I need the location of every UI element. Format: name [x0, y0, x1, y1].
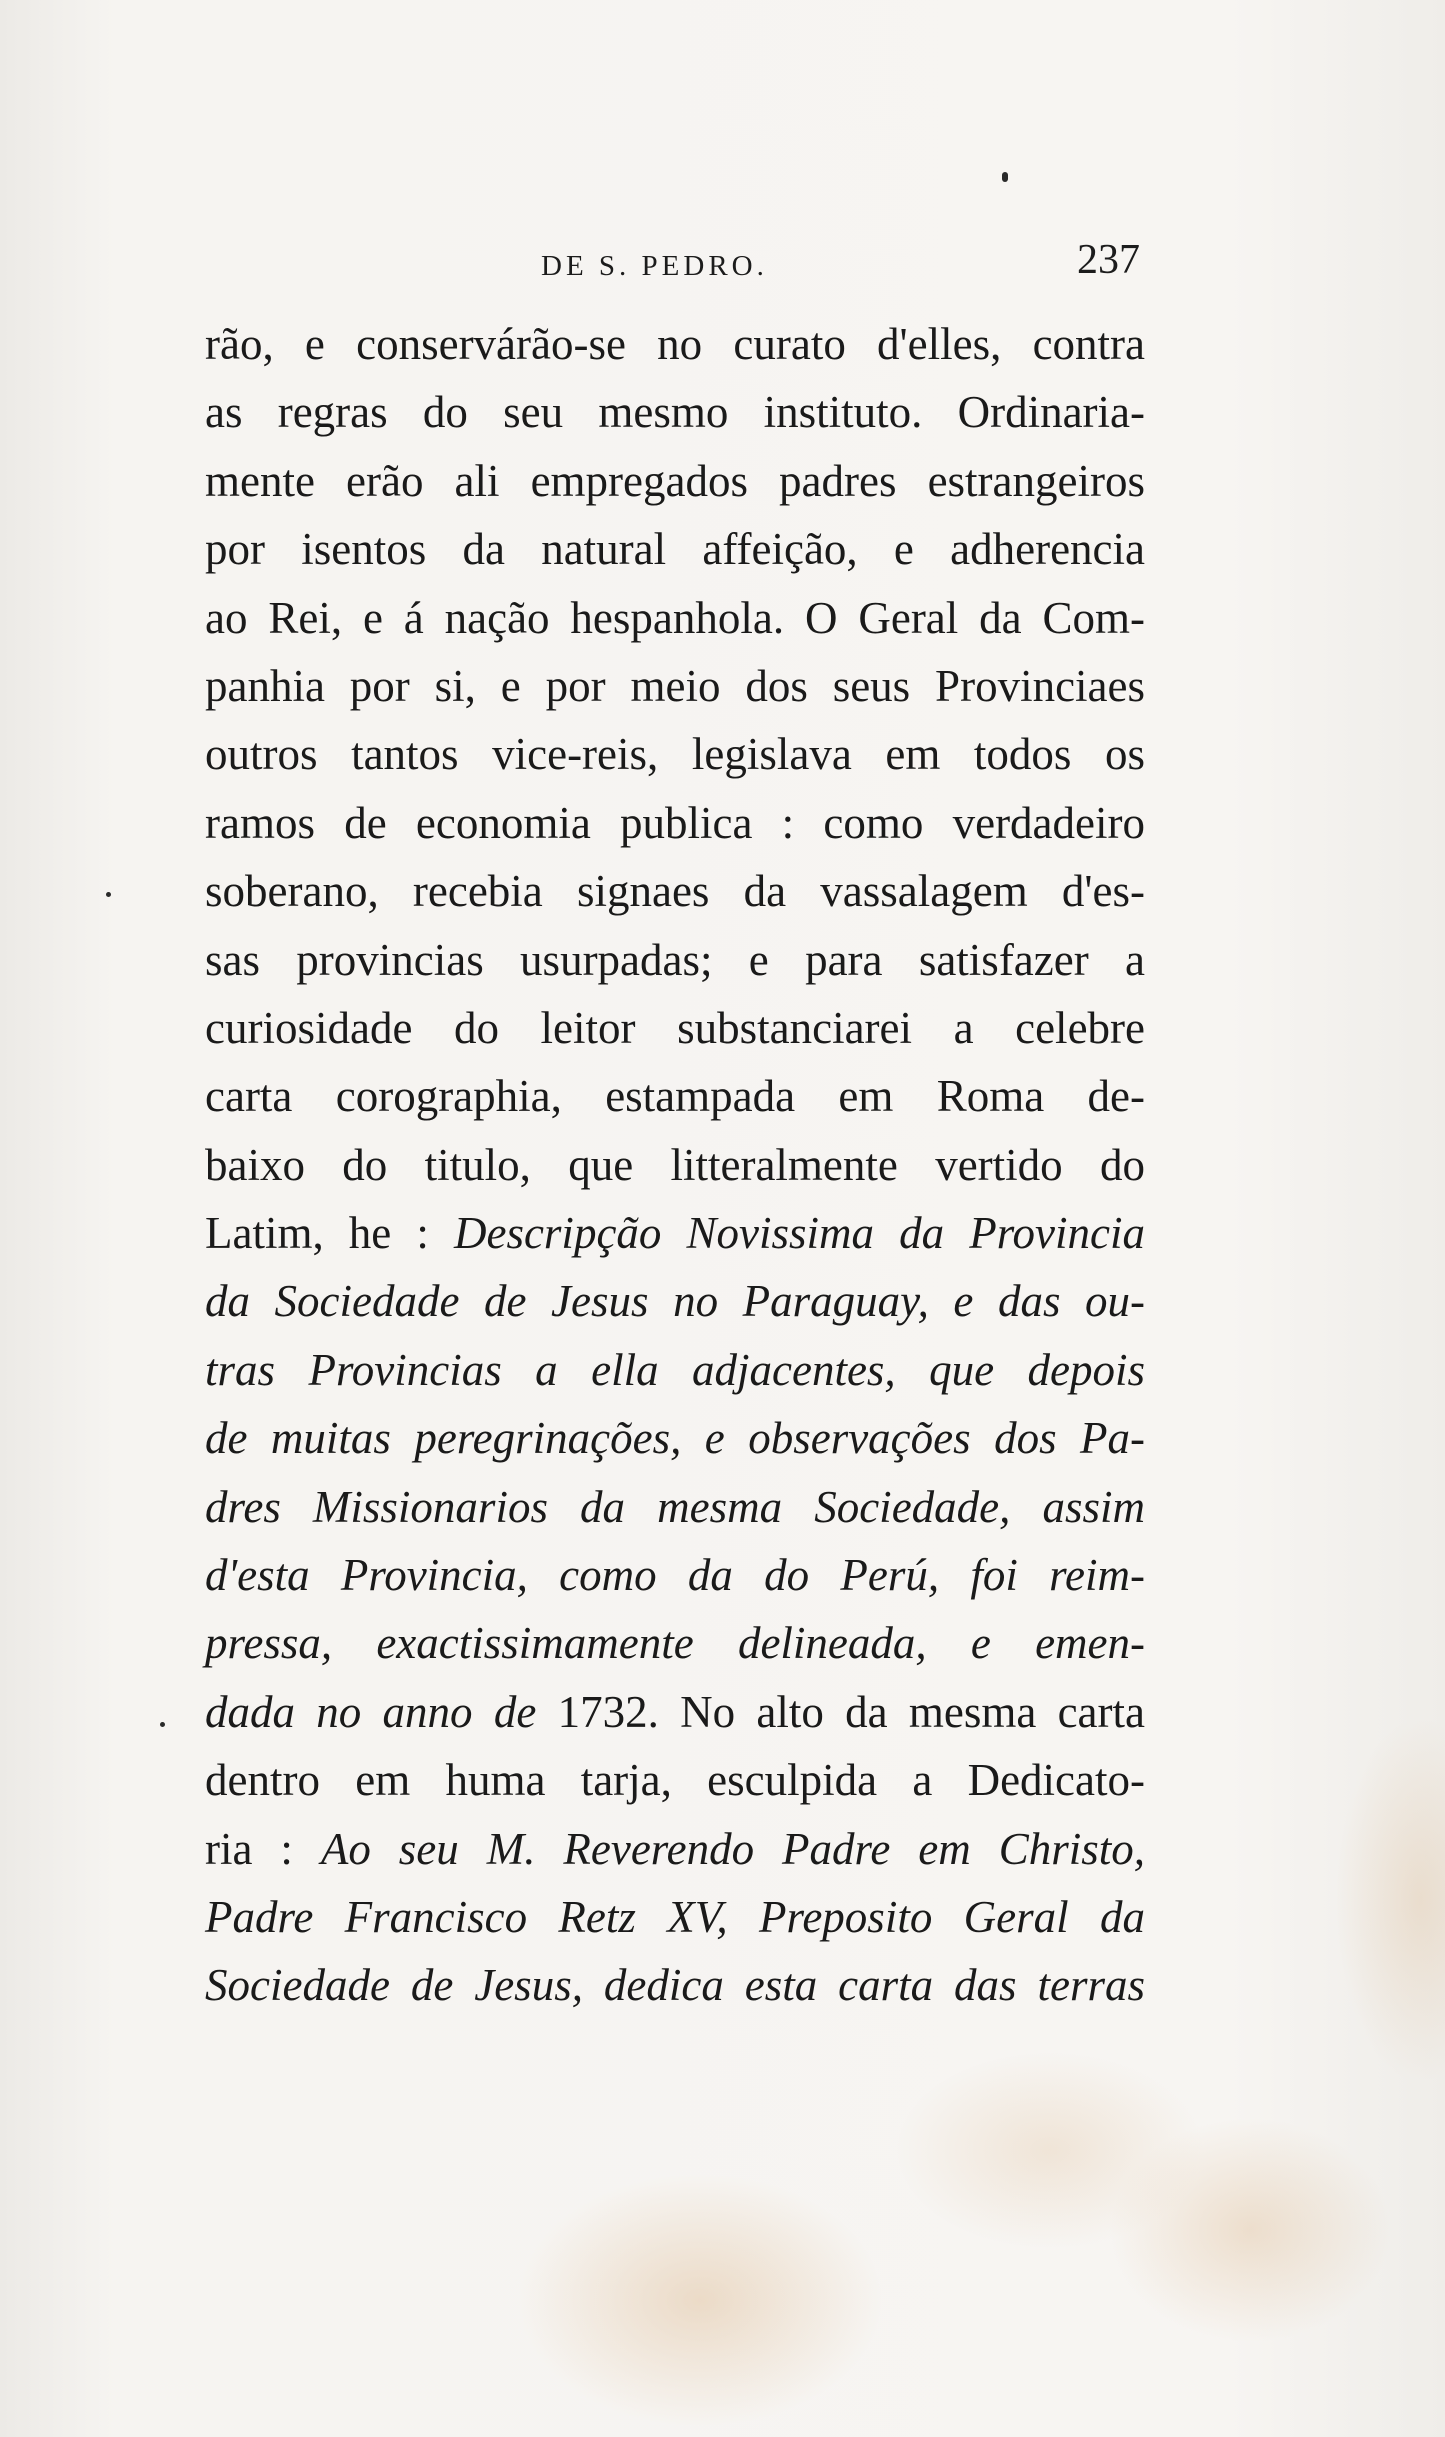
text-line: carta corographia, estampada em Roma de- — [205, 1071, 1145, 1122]
text-line: curiosidade do leitor substanciarei a celebre — [205, 1002, 1145, 1053]
ink-speck — [160, 1722, 165, 1727]
text-line: por isentos da natural affeição, e adherencia — [205, 524, 1145, 575]
text-line: tras Provincias a ella adjacentes, que depois — [205, 1344, 1145, 1395]
ink-speck — [1002, 172, 1008, 182]
italic-run: Ao seu M. Reverendo Padre em Christo, — [320, 1823, 1146, 1874]
text-line: Padre Francisco Retz XV, Preposito Geral da — [205, 1891, 1145, 1942]
page-number: 237 — [1077, 237, 1140, 283]
italic-run: dada no anno de — [205, 1686, 558, 1737]
text-line: da Sociedade de Jesus no Paraguay, e das ou- — [205, 1276, 1145, 1327]
text-line — [205, 1199, 1145, 1267]
text-line: ramos de economia publica : como verdadeiro — [205, 797, 1145, 848]
roman-run: Latim, he : — [205, 1208, 454, 1259]
text-line: sas provincias usurpadas; e para satisfazer a — [205, 934, 1145, 985]
text-line — [205, 1815, 1145, 1883]
text-line: de muitas peregrinações, e observações dos Pa- — [205, 1413, 1145, 1464]
text-line: pressa, exactissimamente delineada, e emen- — [205, 1618, 1145, 1669]
text-line: d'esta Provincia, como da do Perú, foi reim- — [205, 1550, 1145, 1601]
text-line — [205, 1678, 1145, 1746]
text-line: panhia por si, e por meio dos seus Provinciaes — [205, 660, 1145, 711]
roman-run: ria : — [205, 1823, 321, 1874]
text-line: Sociedade de Jesus, dedica esta carta das terras — [205, 1960, 1145, 2011]
page-header — [205, 236, 1140, 286]
text-line: rão, e conservárão-se no curato d'elles, contra — [205, 319, 1145, 369]
text-line: soberano, recebia signaes da vassalagem d'es- — [205, 866, 1145, 917]
text-line: dentro em huma tarja, esculpida a Dedicato- — [205, 1755, 1145, 1806]
text-line: dres Missionarios da mesma Sociedade, assim — [205, 1481, 1145, 1532]
text-line: as regras do seu mesmo instituto. Ordinaria- — [205, 387, 1145, 438]
roman-run: 1732. No alto da mesma carta — [557, 1686, 1145, 1737]
text-line: baixo do titulo, que litteralmente vertido do — [205, 1139, 1145, 1190]
ink-speck — [106, 892, 111, 897]
running-head: DE S. PEDRO. — [541, 250, 768, 282]
italic-run: Descripção Novissima da Provincia — [453, 1208, 1145, 1259]
text-line: outros tantos vice-reis, legislava em todos os — [205, 729, 1145, 780]
text-line: mente erão ali empregados padres estrangeiros — [205, 455, 1145, 506]
body-text — [205, 310, 1145, 2020]
text-line: ao Rei, e á nação hespanhola. O Geral da Com- — [205, 592, 1145, 643]
